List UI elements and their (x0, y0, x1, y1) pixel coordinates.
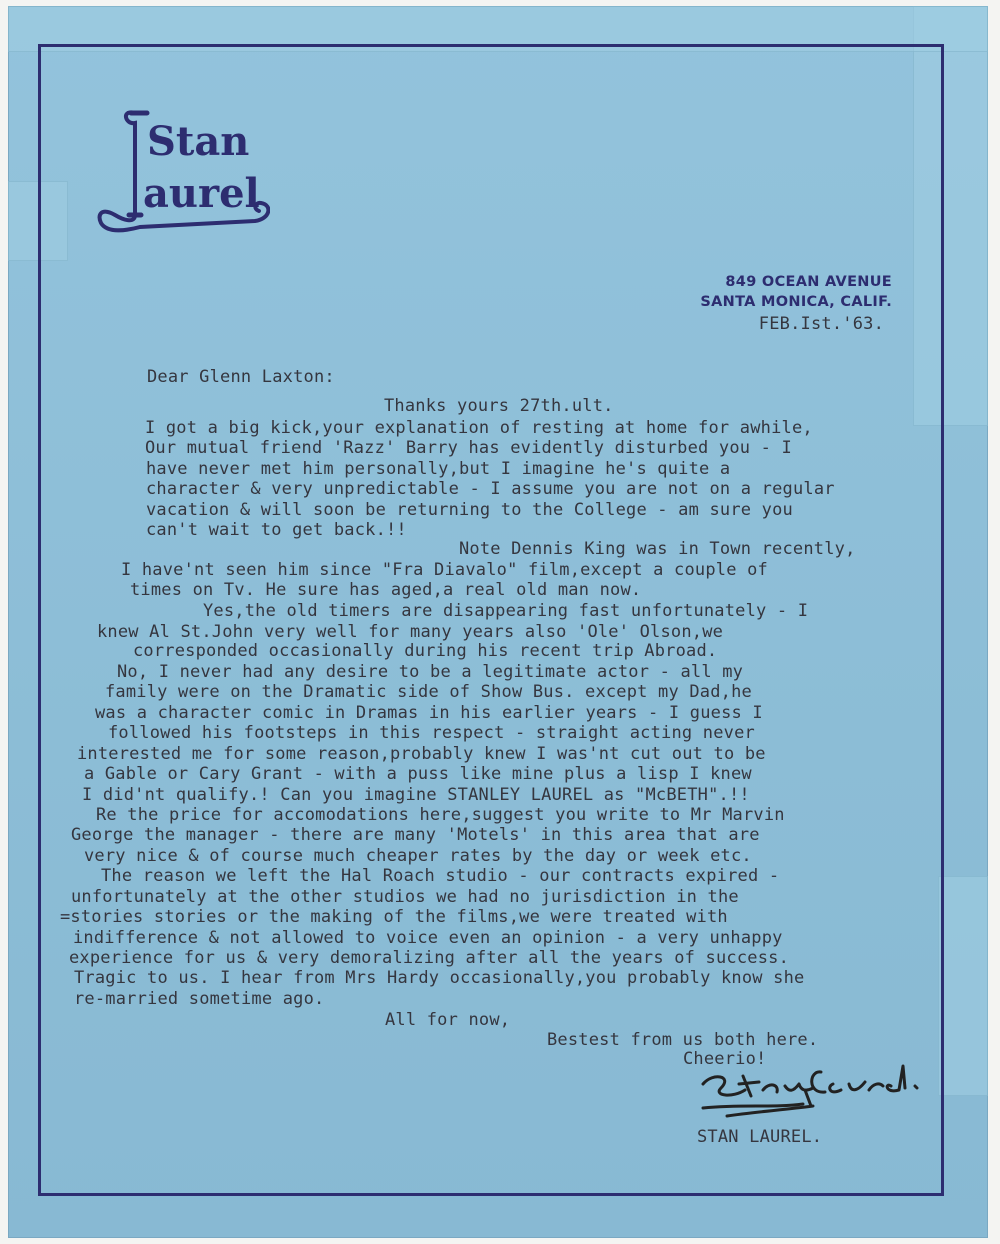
address-line-2: SANTA MONICA, CALIF. (700, 294, 892, 310)
body-line: character & very unpredictable - I assume you are not on a regular (146, 479, 835, 499)
address-line-1: 849 OCEAN AVENUE (725, 274, 892, 290)
typed-signature-name: STAN LAUREL. (697, 1127, 823, 1147)
body-line: times on Tv. He sure has aged,a real old man now. (130, 580, 642, 600)
body-line: indifference & not allowed to voice even an opinion - a very unhappy (73, 928, 783, 948)
body-line: interested me for some reason,probably knew I was'nt cut out to be (77, 744, 766, 764)
body-line: No, I never had any desire to be a legitimate actor - all my (117, 662, 744, 682)
letter-date: FEB.Ist.'63. (758, 314, 884, 334)
body-line: The reason we left the Hal Roach studio - our contracts expired - (101, 866, 780, 886)
body-line: I got a big kick,your explanation of resting at home for awhile, (145, 418, 813, 438)
body-line: was a character comic in Dramas in his earlier years - I guess I (95, 703, 763, 723)
closing-line: Bestest from us both here. (547, 1030, 819, 1050)
body-line: experience for us & very demoralizing after all the years of success. (69, 948, 790, 968)
body-line: Thanks yours 27th.ult. (384, 396, 614, 416)
tape-strip (938, 876, 988, 1096)
body-line: re-married sometime ago. (74, 989, 325, 1009)
closing-line: All for now, (385, 1010, 511, 1030)
stan-laurel-logo (95, 103, 270, 245)
body-line: very nice & of course much cheaper rates by the day or week etc. (84, 846, 752, 866)
logo-text-stan: Stan (147, 118, 250, 165)
closing-line: Cheerio! (683, 1049, 767, 1069)
body-line: Our mutual friend 'Razz' Barry has evidently disturbed you - I (145, 438, 792, 458)
body-line: knew Al St.John very well for many years also 'Ole' Olson,we (97, 622, 724, 642)
body-line: George the manager - there are many 'Motels' in this area that are (71, 825, 760, 845)
body-line: have never met him personally,but I imagine he's quite a (146, 459, 731, 479)
body-line: can't wait to get back.!! (146, 520, 407, 540)
body-line: Yes,the old timers are disappearing fast unfortunately - I (203, 601, 809, 621)
body-line: I have'nt seen him since "Fra Diavalo" film,except a couple of (121, 560, 768, 580)
letterhead-address (700, 272, 892, 312)
body-line: followed his footsteps in this respect - straight acting never (108, 723, 755, 743)
body-line: Note Dennis King was in Town recently, (459, 539, 856, 559)
body-line: family were on the Dramatic side of Show Bus. except my Dad,he (105, 682, 752, 702)
body-line: a Gable or Cary Grant - with a puss like mine plus a lisp I knew (84, 764, 752, 784)
salutation: Dear Glenn Laxton: (147, 367, 335, 387)
body-line: unfortunately at the other studios we had no jurisdiction in the (71, 887, 739, 907)
body-line: corresponded occasionally during his recent trip Abroad. (133, 641, 718, 661)
handwritten-signature (693, 1046, 941, 1126)
body-line: vacation & will soon be returning to the College - am sure you (146, 500, 793, 520)
body-line: =stories stories or the making of the films,we were treated with (60, 907, 728, 927)
logo-text-laurel: aurel (143, 170, 260, 217)
body-line: Tragic to us. I hear from Mrs Hardy occasionally,you probably know she (74, 968, 805, 988)
body-line: Re the price for accomodations here,suggest you write to Mr Marvin (96, 805, 785, 825)
body-line: I did'nt qualify.! Can you imagine STANLEY LAUREL as "McBETH".!! (82, 785, 750, 805)
